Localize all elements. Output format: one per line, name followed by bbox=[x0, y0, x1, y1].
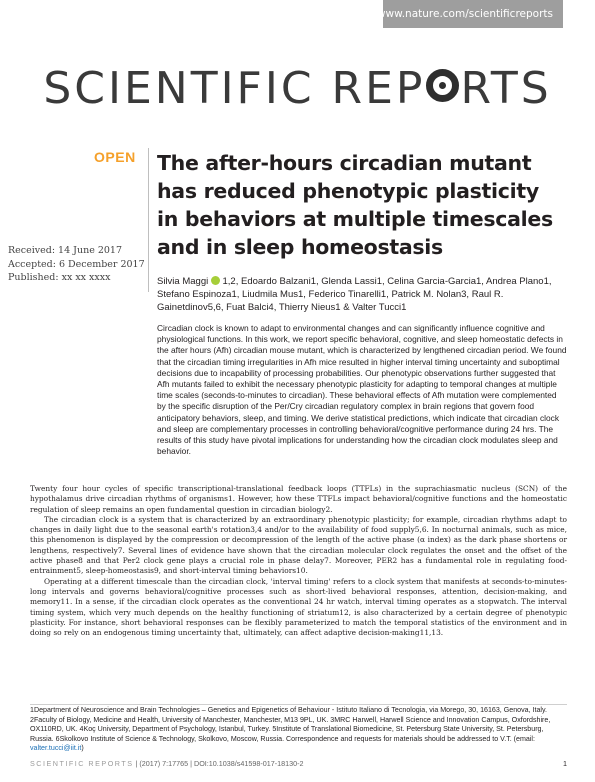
affiliations-text: 1Department of Neuroscience and Brain Technologies – Genetics and Epigenetics of Behaviour - Istituto Italiano di Tecnologia, via Morego, 30, 16163, Genova, Italy. 2Faculty of Biology, Medicine and Health, University of Manchester, Manchester, M13 9PL, UK. 3MRC Harwell, Harwell Science and Innovation Campus, Oxfordshire, OX110RD, UK. 4Koç University, Department of Psychology, Istanbul, Turkey. 5Institute of Translational Biomedicine, St. Petersburg State University, St. Petersburg, Russia. 6Skolkovo Institute of Science & Technology, Skolkovo, Moscow, Russia. Correspondence and requests for materials should be addressed to V.T. (email: bbox=[30, 706, 551, 743]
journal-masthead bbox=[0, 64, 595, 114]
body-paragraph: Twenty four hour cycles of specific transcriptional-translational feedback loops (TTFLs) in the suprachiasmatic nucleus (SCN) of the hypothalamus drive circadian rhythms of organisms1. However, how these TTFLs impact behavioral/cognitive functions and the homeostatic regulation of sleep remains an open fundamental question in circadian biology2. bbox=[30, 484, 567, 514]
body-paragraph: Operating at a different timescale than the circadian clock, 'interval timing' refers to a clock system that manifests at seconds-to-minutes-long intervals and governs behavioral/cognitive processes such as short-lived behavioral responses, attention, decision-making, and memory11. In a sense, if the circadian clock operates as the conventional 24 hr watch, interval timing operates as a stopwatch. The interval timing system, which very much depends on the healthy functioning of striatum12, is also characterized by a certain degree of phenotypic plasticity. For instance, short behavioral responses can be flexibly parameterized to match the temporal statistics of the environment and in doing so rely on an endogenous timing uncertainty that, ultimately, can affect adaptive decision-making11,13. bbox=[30, 576, 567, 638]
footer-journal: SCIENTIFIC REPORTS bbox=[30, 759, 134, 768]
page-number: 1 bbox=[563, 759, 567, 768]
footer-citation: | (2017) 7:17765 | DOI:10.1038/s41598-017-18130-2 bbox=[135, 759, 304, 768]
received-date: Received: 14 June 2017 bbox=[8, 245, 123, 256]
article-dates bbox=[8, 244, 148, 285]
published-date: Published: xx xx xxxx bbox=[8, 272, 111, 283]
accepted-date: Accepted: 6 December 2017 bbox=[8, 258, 145, 270]
masthead-o-logo-icon bbox=[426, 69, 459, 102]
body-paragraph: The circadian clock is a system that is characterized by an extraordinary phenotypic plasticity; for example, circadian rhythms adapt to changes in daily light due to the seasonal earth's rotation3,4 and/or to the availability of food supply5,6. In nocturnal animals, such as mice, this phenomenon is displayed by the compression or decompression of the length of the active phase (α index) as the dark phase shortens or lengthens, respectively7. Several lines of evidence have shown that the circadian molecular clock regulates the onset and the offset of the active phase8 and that Per2 clock gene plays a crucial role in phase delay7. Moreover, PER2 has a fundamental role in regulating food-entrainment5, sleep-homeostasis9, and short-interval timing behaviors10. bbox=[30, 514, 567, 576]
masthead-text-end: RTS bbox=[460, 63, 552, 114]
footnote-divider bbox=[30, 704, 567, 705]
affiliations bbox=[30, 706, 567, 754]
author-list bbox=[157, 275, 567, 314]
article-title: The after-hours circadian mutant has reduced phenotypic plasticity in behaviors at multiple timescales and in sleep homeostasis bbox=[157, 151, 553, 259]
journal-url-bar bbox=[376, 0, 563, 28]
main-text bbox=[30, 484, 567, 638]
affiliations-close: ) bbox=[81, 744, 84, 753]
page-footer bbox=[30, 759, 567, 771]
orcid-icon[interactable] bbox=[211, 276, 220, 285]
remaining-authors: 1,2, Edoardo Balzani1, Glenda Lassi1, Celina Garcia-Garcia1, Andrea Plano1, Stefano Espinoza1, Liudmila Mus1, Federico Tinarelli1, Patrick M. Nolan3, Raul R. Gainetdinov5,6, Fuat Balci4, Thierry Nieus1 & Valter Tucci1 bbox=[157, 276, 552, 313]
abstract: Circadian clock is known to adapt to environmental changes and can significantly influence cognitive and physiological functions. In this work, we report specific behavioral, cognitive, and sleep homeostatic defects in the after hours (Afh) circadian mouse mutant, which is characterized by lengthened circadian period. We found that the circadian timing irregularities in Afh mice resulted in higher interval timing uncertainty and suboptimal decisions due to incapability of processing probabilities. Our phenotypic observations further suggested that Afh mutants failed to exhibit the necessary phenotypic plasticity for adapting to temporal changes at multiple time scales (seconds-to-minutes to circadian). These behavioral effects of Afh mutation were complemented by the specific disruption of the Per/Cry circadian regulatory complex in brain regions that govern food anticipatory behaviors, sleep, and timing. We derive statistical predictions, which indicate that circadian clock and sleep are complementary processes in controlling behavioral/cognitive performance during 24 hrs. The results of this study have pivotal implications for understanding how the circadian clock modulates sleep and behavior. bbox=[157, 323, 567, 457]
journal-url[interactable]: www.nature.com/scientificreports bbox=[376, 8, 553, 20]
correspondence-email[interactable]: valter.tucci@iit.it bbox=[30, 744, 82, 753]
open-access-badge: OPEN bbox=[94, 149, 136, 165]
first-author: Silvia Maggi bbox=[157, 276, 209, 287]
masthead-text-start: SCIENTIFIC REP bbox=[43, 63, 426, 114]
title-divider bbox=[148, 148, 149, 292]
